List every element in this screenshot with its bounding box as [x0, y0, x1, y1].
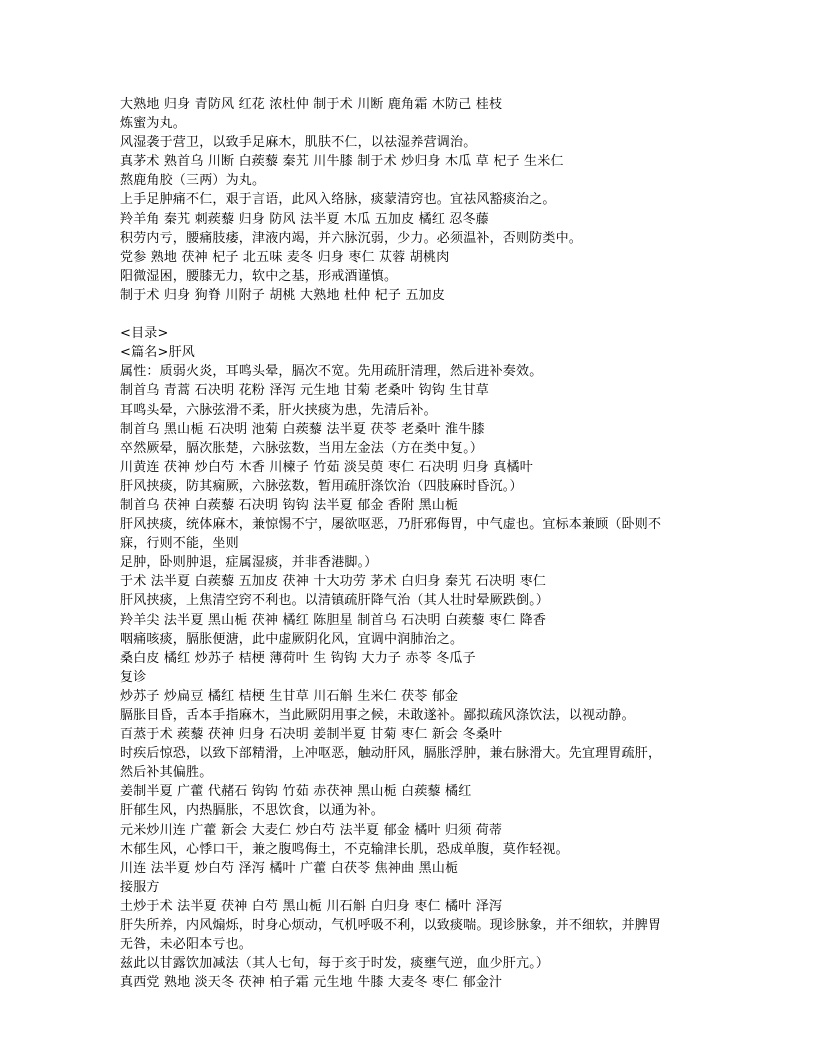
text-line: 属性：质弱火炎，耳鸣头晕，膈次不宽。先用疏肝清理，然后进补奏效。 — [120, 364, 543, 380]
text-line: 大熟地 归身 青防风 红花 浓杜仲 制于术 川断 鹿角霜 木防己 桂枝 — [120, 97, 503, 112]
text-line: 川黄连 茯神 炒白芍 木香 川楝子 竹茹 淡吴萸 枣仁 石决明 归身 真橘叶 — [120, 459, 533, 475]
document-page — [120, 95, 700, 992]
text-line: 党参 熟地 茯神 杞子 北五味 麦冬 归身 枣仁 苁蓉 胡桃肉 — [120, 249, 450, 265]
text-line: 然后补其偏胜。 — [120, 765, 213, 781]
text-line: 卒然厥晕，膈次胀楚，六脉弦数，当用左金法（方在类中复。） — [120, 440, 484, 456]
text-line: 肝失所养，内风煽烁，时身心烦动，气机呼吸不利，以致痰喘。现诊脉象，并不细软，并脾胃 — [120, 918, 662, 934]
text-line: 阳微湿困，腰膝无力，软中之基，形戒酒谨慎。 — [120, 268, 398, 284]
text-line: 膈胀目昏，舌本手指麻木，当此厥阴用事之候，未敢遂补。鄙拟疏风涤饮法，以视动静。 — [120, 708, 635, 723]
text-line: 肝风挟痰，上焦清空窍不利也。以清镇疏肝降气治（其人壮时晕厥跌倒。） — [120, 593, 550, 609]
text-line: 上手足肿痛不仁，艰于言语，此风入络脉，痰蒙清窍也。宜祛风豁痰治之。 — [120, 192, 556, 208]
text-line: 羚羊角 秦艽 刺蒺藜 归身 防风 法半夏 木瓜 五加皮 橘红 忍冬藤 — [120, 211, 489, 227]
section-title: <篇名>肝风 — [120, 345, 195, 361]
text-line: 百蒸于术 蒺藜 茯神 归身 石决明 姜制半夏 甘菊 枣仁 新会 冬桑叶 — [120, 727, 503, 743]
text-line: 羚羊尖 法半夏 黑山栀 茯神 橘红 陈胆星 制首乌 石决明 白蒺藜 枣仁 降香 — [120, 612, 547, 628]
text-line: 耳鸣头晕，六脉弦滑不柔，肝火挟痰为患，先清后补。 — [120, 402, 437, 418]
text-line: 真西党 熟地 淡天冬 茯神 柏子霜 元生地 牛膝 大麦冬 枣仁 郁金汁 — [120, 975, 503, 991]
text-line: 肝风挟痰，统体麻木，兼惊惕不宁，屡欲呕恶，乃肝邪侮胃，中气虚也。宜标本兼顾（卧则不 — [120, 517, 662, 533]
text-line: 兹此以甘露饮加减法（其人七旬，每于亥于时发，痰壅气逆，血少肝亢。） — [120, 956, 550, 972]
text-line: 元米炒川连 广藿 新会 大麦仁 炒白芍 法半夏 郁金 橘叶 归须 荷蒂 — [120, 822, 503, 838]
text-line: 接服方 — [120, 879, 160, 895]
text-line: 真茅术 熟首乌 川断 白蒺藜 秦艽 川牛膝 制于术 炒归身 木瓜 草 杞子 生米仁 — [120, 154, 564, 170]
text-line: 炼蜜为丸。 — [120, 116, 187, 132]
text-line: 制首乌 茯神 白蒺藜 石决明 钩钩 法半夏 郁金 香附 黑山栀 — [120, 497, 459, 513]
text-line: 制于术 归身 狗脊 川附子 胡桃 大熟地 杜仲 杞子 五加皮 — [120, 287, 446, 303]
text-line: 桑白皮 橘红 炒苏子 桔梗 薄荷叶 生 钩钩 大力子 赤苓 冬瓜子 — [120, 650, 476, 666]
text-line: 川连 法半夏 炒白芍 泽泻 橘叶 广藿 白茯苓 焦神曲 黑山栀 — [120, 860, 459, 876]
text-line: 无咎，未必阳本亏也。 — [120, 937, 253, 953]
text-line: 积劳内亏，腰痛肢痿，津液内竭，并六脉沉弱，少力。必须温补，否则防类中。 — [120, 230, 583, 246]
text-line: 姜制半夏 广藿 代赭石 钩钩 竹茹 赤茯神 黑山栀 白蒺藜 橘红 — [120, 784, 472, 800]
text-line: 土炒于术 法半夏 茯神 白芍 黑山栀 川石斛 白归身 枣仁 橘叶 泽泻 — [120, 898, 503, 914]
blank-line — [120, 305, 700, 324]
text-line: 咽痛咳痰，膈胀便溏，此中虚厥阴化风，宜调中润肺治之。 — [120, 631, 464, 647]
text-line: 熬鹿角胶（三两）为丸。 — [120, 173, 266, 189]
text-line: 复诊 — [120, 669, 147, 685]
text-line: 肝风挟痰，防其痫厥，六脉弦数，暂用疏肝涤饮治（四肢麻时昏沉。） — [120, 478, 523, 494]
text-line: 时疾后惊恐，以致下部精滑，上冲呕恶，触动肝风，膈胀浮肿，兼右脉滑大。先宜理胃疏肝， — [120, 746, 662, 762]
text-line: 制首乌 青蒿 石决明 花粉 泽泻 元生地 甘菊 老桑叶 钩钩 生甘草 — [120, 383, 489, 399]
text-line: 炒苏子 炒扁豆 橘红 桔梗 生甘草 川石斛 生米仁 茯苓 郁金 — [120, 688, 459, 704]
text-line: 木郁生风，心悸口干，兼之腹鸣侮土，不克输津长肌，恐成单腹，莫作轻视。 — [120, 841, 569, 857]
text-line: 风湿袭于营卫，以致手足麻木，肌肤不仁，以祛湿养营调治。 — [120, 135, 477, 151]
text-line: 肝郁生风，内热膈胀，不思饮食，以通为补。 — [120, 803, 385, 819]
text-line: 制首乌 黑山栀 石决明 池菊 白蒺藜 法半夏 茯苓 老桑叶 淮牛膝 — [120, 421, 485, 437]
text-line: 寐，行则不能，坐则 — [120, 536, 239, 552]
text-line: 足肿，卧则肿退，症属湿痰，并非香港脚。） — [120, 555, 378, 571]
text-line: 于术 法半夏 白蒺藜 五加皮 茯神 十大功劳 茅术 白归身 秦艽 石决明 枣仁 — [120, 574, 547, 590]
toc-marker: <目录> — [120, 326, 169, 342]
